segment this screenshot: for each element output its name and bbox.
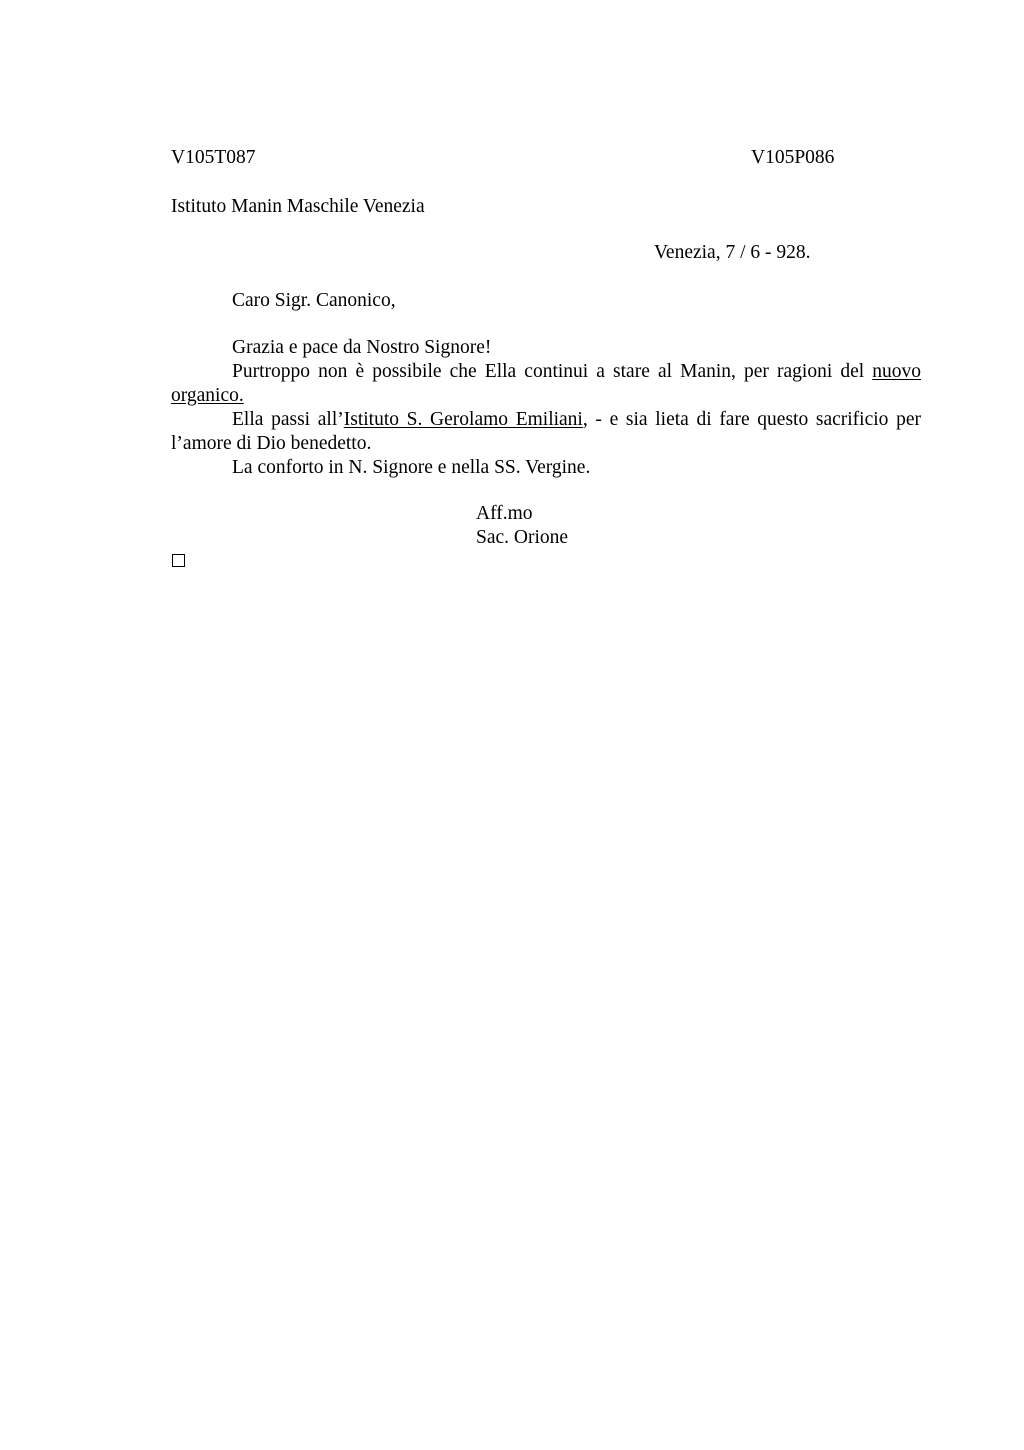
paragraph-new-assignment	[171, 408, 921, 456]
paragraph-text: Purtroppo non è possibile che Ella continui a stare al Manin, per ragioni del	[232, 361, 873, 382]
square-icon	[172, 554, 185, 567]
document-code-right: V105P086	[751, 147, 835, 168]
dateline: Venezia, 7 / 6 - 928.	[654, 242, 811, 263]
paragraph-text: Ella passi all’	[232, 409, 344, 430]
paragraph-blessing: La conforto in N. Signore e nella SS. Vergine.	[232, 457, 591, 478]
underlined-institute-name: Istituto S. Gerolamo Emiliani	[343, 409, 583, 430]
paragraph-text: , - e sia lieta di fare questo sacrificio per l’amore di Dio benedetto.	[171, 409, 921, 454]
greeting-paragraph: Grazia e pace da Nostro Signore!	[232, 337, 492, 358]
closing: Aff.mo	[476, 503, 533, 524]
underlined-phrase-nuovo-organico: nuovo organico.	[171, 361, 921, 406]
letterhead-institute: Istituto Manin Maschile Venezia	[171, 196, 425, 217]
signature: Sac. Orione	[476, 527, 569, 548]
letter-body	[171, 336, 921, 480]
document-code-left: V105T087	[171, 147, 256, 168]
paragraph-transfer-reason	[171, 360, 921, 408]
salutation: Caro Sigr. Canonico,	[232, 290, 396, 311]
